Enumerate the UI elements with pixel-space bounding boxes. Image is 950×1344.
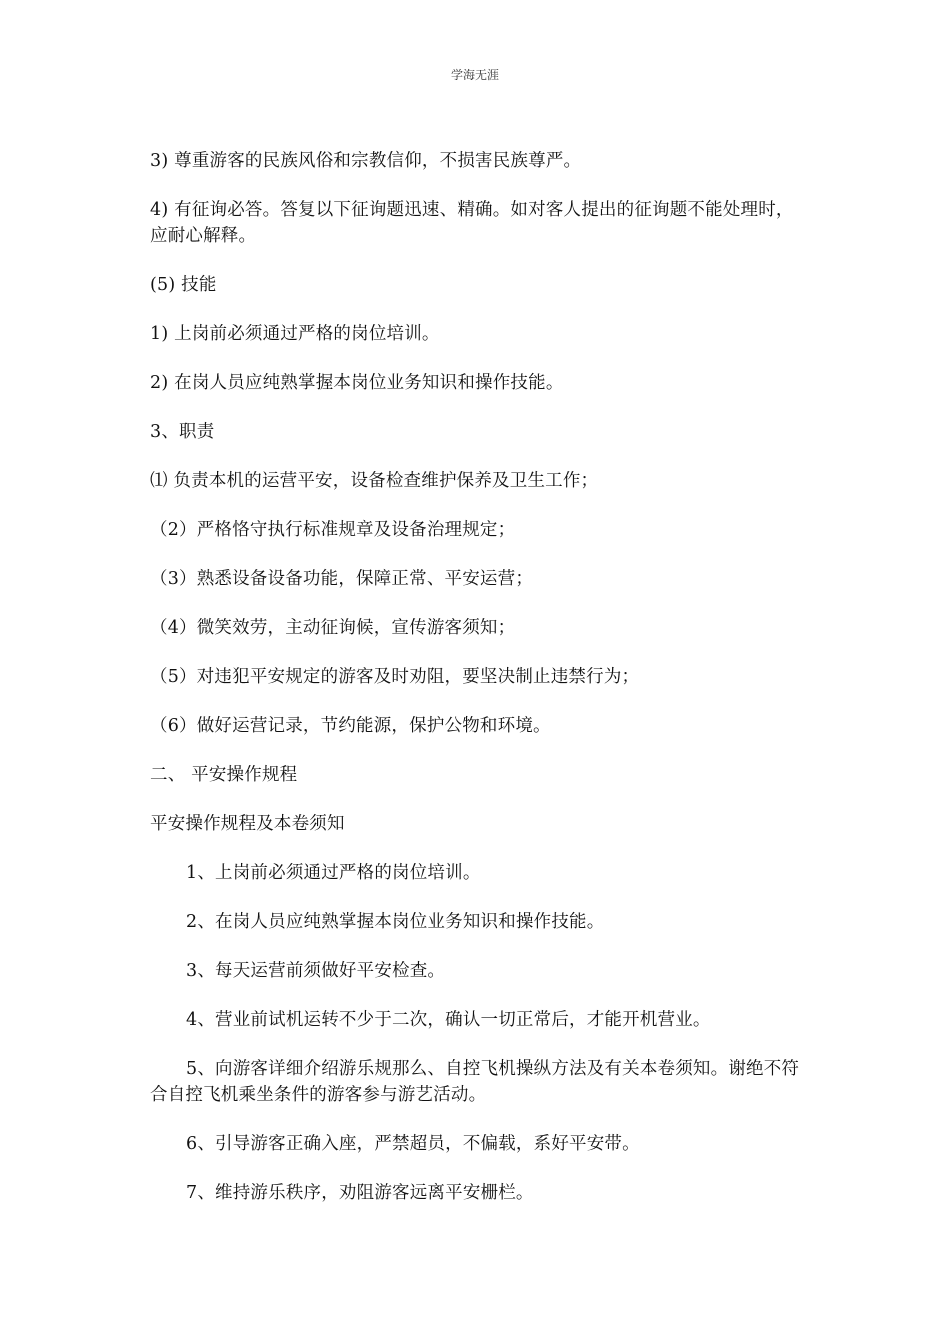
paragraph: 3) 尊重游客的民族风俗和宗教信仰，不损害民族尊严。 (150, 151, 582, 171)
list-item: （5）对违犯平安规定的游客及时劝阻，要坚决制止违禁行为； (150, 667, 640, 687)
list-item: 7、维持游乐秩序，劝阻游客远离平安栅栏。 (186, 1183, 534, 1203)
list-item: （3）熟悉设备设备功能，保障正常、平安运营； (150, 569, 534, 589)
list-item: 6、引导游客正确入座，严禁超员，不偏载，系好平安带。 (186, 1134, 640, 1154)
paragraph: 1) 上岗前必须通过严格的岗位培训。 (150, 324, 440, 344)
page-header: 学海无涯 (450, 68, 499, 82)
list-item: 2、在岗人员应纯熟掌握本岗位业务知识和操作技能。 (186, 912, 605, 932)
list-item: 4、营业前试机运转不少于二次，确认一切正常后，才能开机营业。 (186, 1010, 711, 1030)
list-item: 3、每天运营前须做好平安检查。 (186, 961, 446, 981)
paragraph: 4) 有征询必答。答复以下征询题迅速、精确。如对客人提出的征询题不能处理时，应耐心解释。 (150, 200, 794, 246)
section-heading: 二、 平安操作规程 (150, 765, 298, 785)
section-heading: 3、职责 (150, 422, 215, 442)
document-body (150, 148, 810, 1229)
list-item: 1、上岗前必须通过严格的岗位培训。 (186, 863, 481, 883)
list-item: 5、向游客详细介绍游乐规那么、自控飞机操纵方法及有关本卷须知。谢绝不符合自控飞机乘坐条件的游客参与游艺活动。 (150, 1059, 800, 1105)
list-item: ⑴ 负责本机的运营平安，设备检查维护保养及卫生工作； (150, 471, 599, 491)
list-item: （2）严格恪守执行标准规章及设备治理规定； (150, 520, 516, 540)
paragraph: 2) 在岗人员应纯熟掌握本岗位业务知识和操作技能。 (150, 373, 564, 393)
list-item: （4）微笑效劳，主动征询候，宣传游客须知； (150, 618, 516, 638)
list-item: （6）做好运营记录，节约能源，保护公物和环境。 (150, 716, 551, 736)
subsection-heading: 平安操作规程及本卷须知 (150, 814, 345, 834)
section-heading: (5) 技能 (150, 275, 217, 295)
